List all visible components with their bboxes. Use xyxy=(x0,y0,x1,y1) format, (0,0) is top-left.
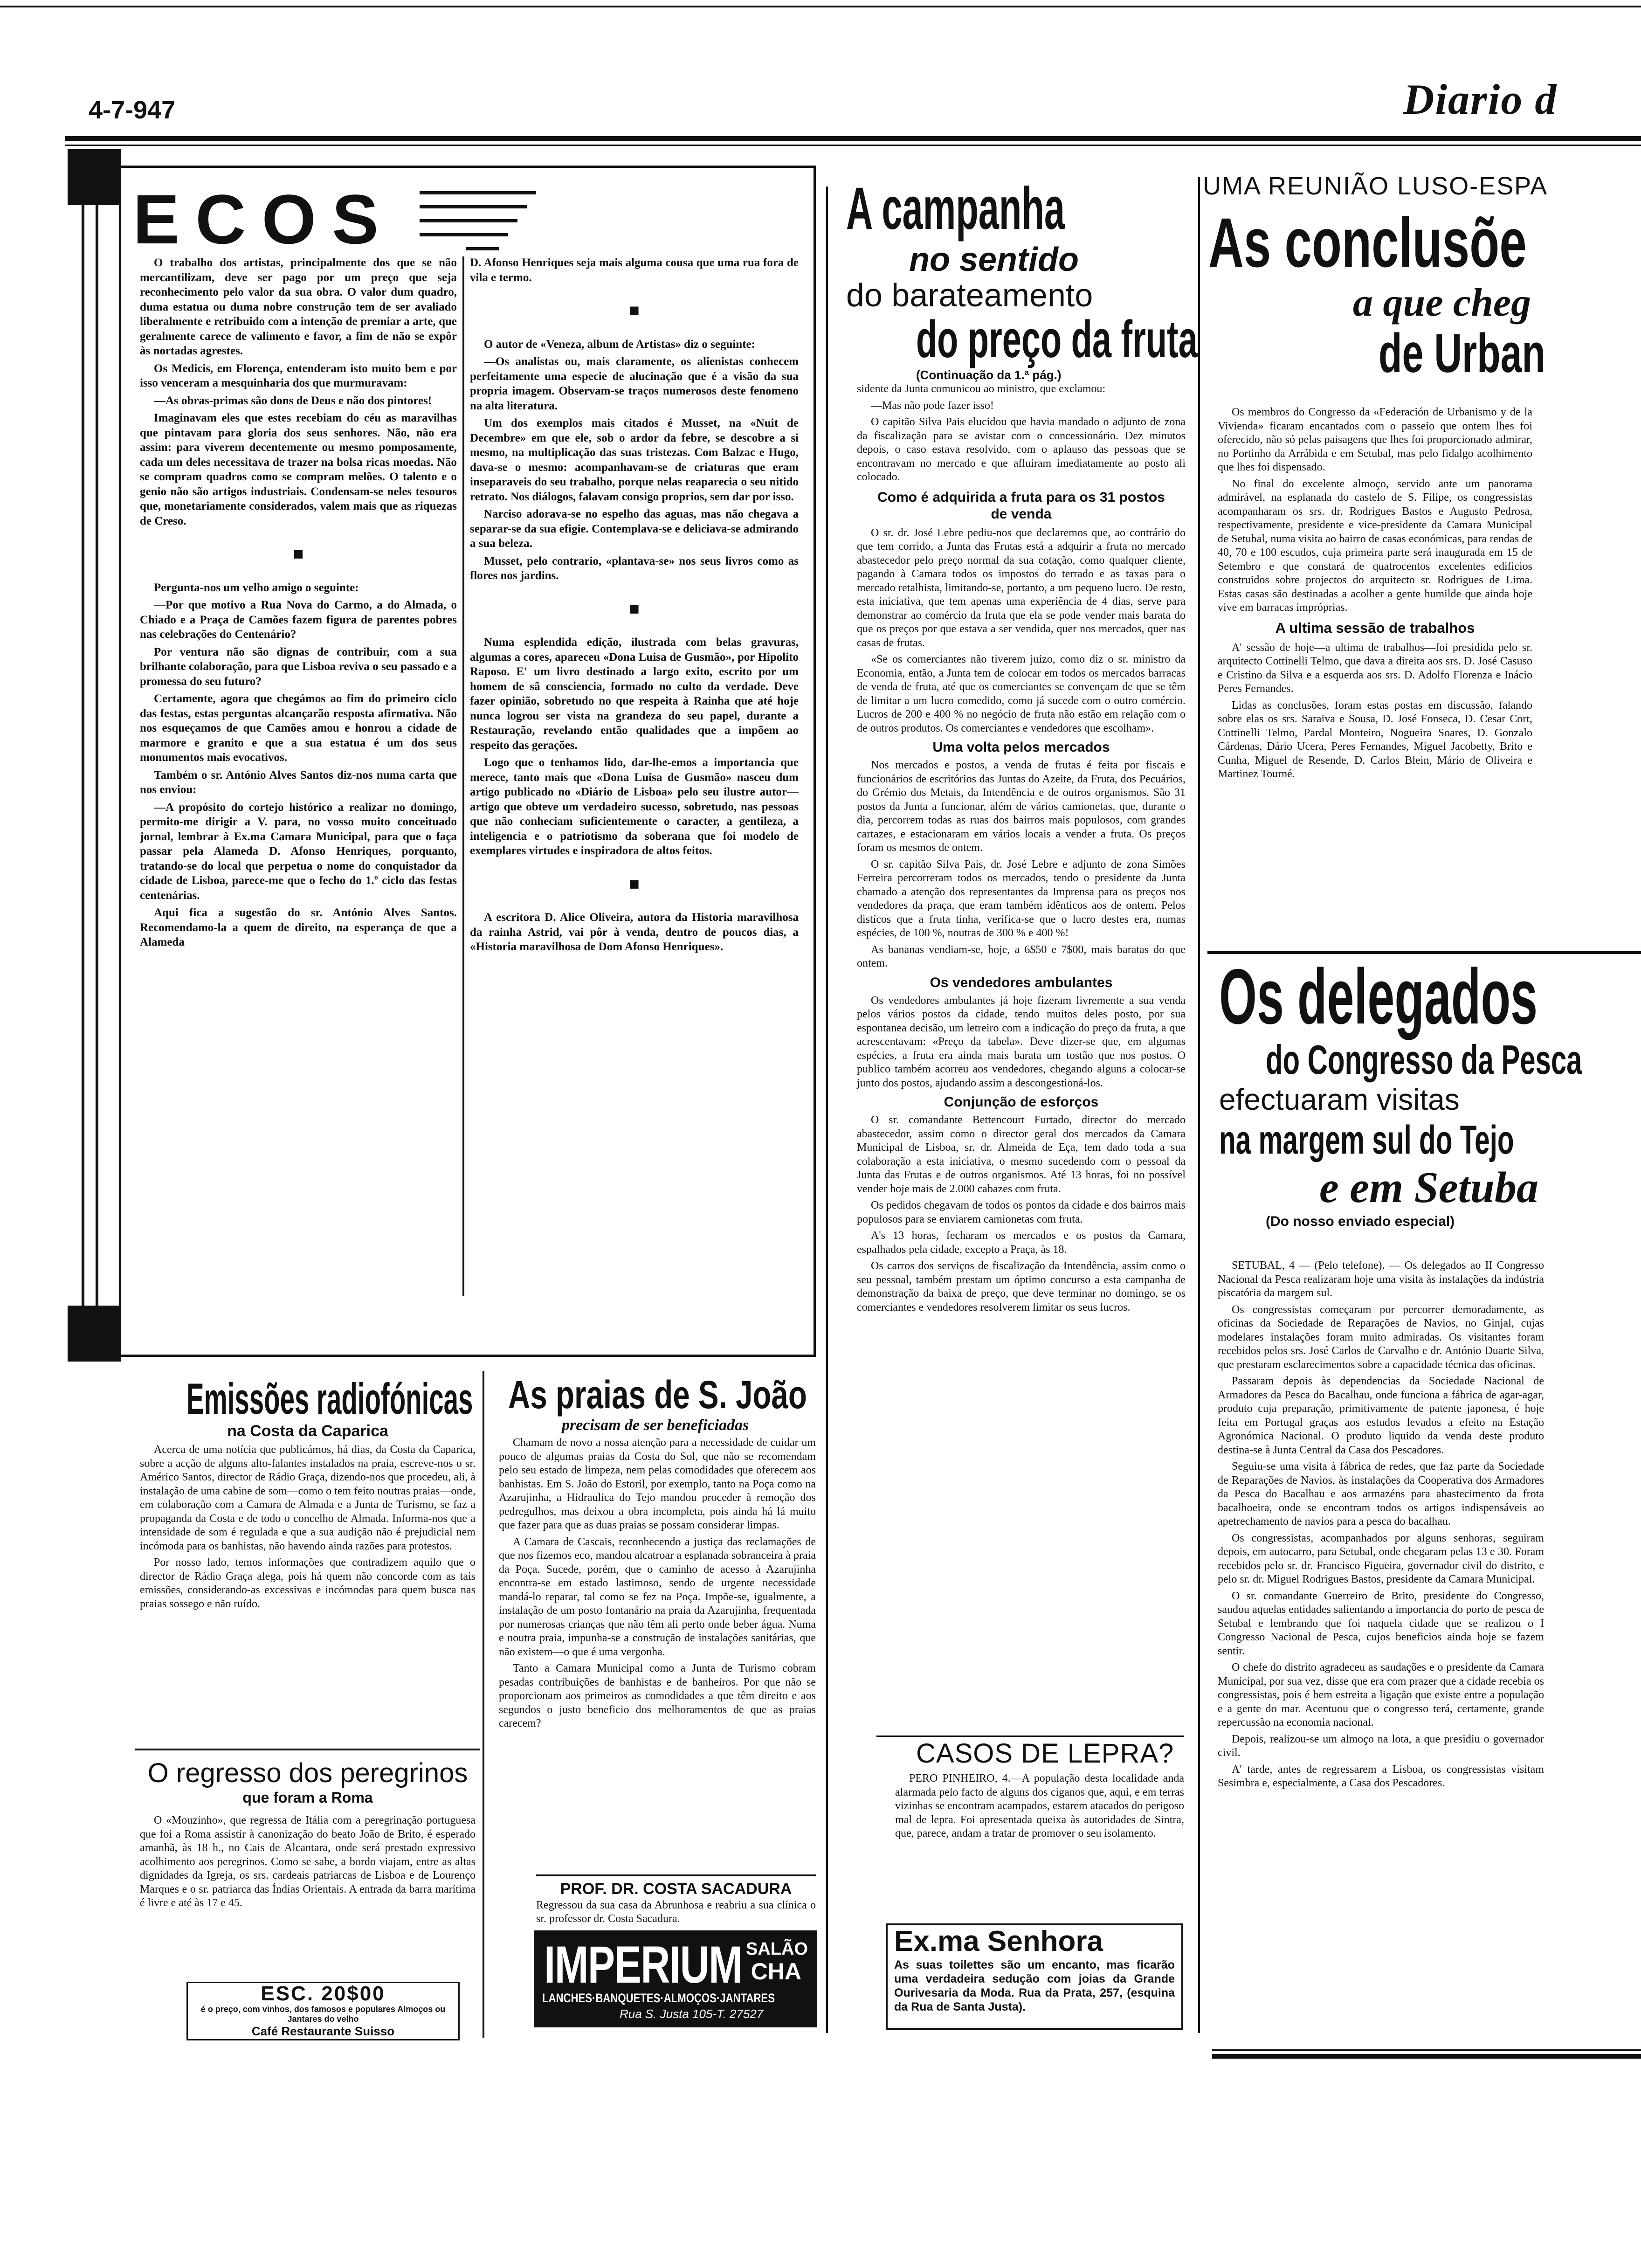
campanha-para: Os carros dos serviços de fiscalização da Intendência, assim como o seu pessoal, também prestam um óptimo concurso a esta campanha de demonstração da baixa de preço, que deve terminar no domingo, se os comerciantes e vendedores resolverem limitar os seus lucros. xyxy=(857,1260,1186,1314)
campanha-para: Nos mercados e postos, a venda de frutas é feita por fiscais e funcionários de escritórios das Juntas do Azeite, da Fruta, dos Pecuários, do Grémio dos Metais, da Intendência e de outros organismos. São 31 postos da Junta a funcionar, além de vários camionetas, que, durante o dia, percorrem todas as ruas dos bairros mais populosos, com grandes cartazes, e estacionaram em vários locais a vender a fruta. Os preços foram os mesmos de ontem. xyxy=(857,759,1186,854)
imperium-address: Rua S. Justa 105-T. 27527 xyxy=(620,2007,764,2021)
senhora-text: As suas toilettes são um encanto, mas ficarão uma verdadeira sedução com joias da Grande Ourivesaria da Moda. Rua da Prata, 257, (esquina da Rua de Santa Justa). xyxy=(894,1958,1175,2013)
praias-body xyxy=(499,1436,816,1734)
delegados-title-4: na margem sul do Tejo xyxy=(1219,1118,1514,1162)
ecos-deco-line xyxy=(420,191,536,194)
delegados-byline: (Do nosso enviado especial) xyxy=(1266,1214,1455,1229)
praias-para: A Camara de Cascais, reconhecendo a justiça das reclamações de que nos fizemos eco, mandou alcatroar a esplanada sobranceira à praia da Poça. Sucede, porém, que o caminho de acesso à Azarujinha encontra-se em estado lastimoso, sendo de urgente necessidade mandá-lo reparar, tal como se fez na Poça. Impõe-se, igualmente, a instalação de um posto fontanário na praia da Azarujinha, frequentada por numerosas crianças que não têm ali perto onde beber água. Numa e noutra praia, impunha-se a construção de instalações sanitárias, que não existem—o que é uma vergonha. xyxy=(499,1535,816,1658)
ecos-para: —As obras-primas são dons de Deus e não dos pintores! xyxy=(154,394,432,407)
delegados-para: Passaram depois às dependencias da Sociedade Nacional de Armadores da Pesca do Bacalhau, onde funciona a fábrica de agar-agar, produto cuja preparação, primitivamente de patente japonesa, é hoje feita em Portugal graças aos estudos levados a efeito na Estação Agronómica Nacional. O produto liquido da venda deste produto destina-se à Junta Central da Casa dos Pescadores. xyxy=(1218,1375,1544,1456)
ecos-deco-line xyxy=(420,205,527,208)
delegados-para: Os congressistas, acompanhados por alguns senhoras, seguiram depois, em autocarro, para Setubal, onde chegaram pelas 13 e 30. Foram recebidos pelo sr. dr. Francisco Figueira, governador civil do distrito, e pelo sr. dr. Miguel Rodrigues Bastos, presidente da Camara Municipal. xyxy=(1218,1532,1544,1585)
campanha-para: O sr. comandante Bettencourt Furtado, director do mercado abastecedor, assim como o director geral dos mercados da Camara Municipal de Lisboa, sr. dr. Almeida de Eça, tem dado toda a sua colaboração a esta iniciativa, o mesmo sucedendo com o pessoal da Junta das Frutas e de outros organismos. Até 13 horas, foi no possível vender hoje mais de 2.000 cabazes com fruta. xyxy=(857,1114,1186,1195)
delegados-title-2: do Congresso da Pesca xyxy=(1266,1037,1582,1083)
ecos-title-text: ECOS xyxy=(133,180,395,258)
header-rule-thin xyxy=(65,145,1641,146)
esc-ad xyxy=(186,1982,460,2040)
ecos-left-rule xyxy=(82,205,84,1306)
urbanismo-title-2: a que cheg xyxy=(1353,280,1531,325)
ecos-para: Narciso adorava-se no espelho das aguas, mas não chegava a separar-se da sua efigie. Contemplava-se e deliciava-se admirando a sua beleza. xyxy=(470,508,799,550)
ecos-para: Aqui fica a sugestão do sr. António Alves Santos. Recomendamo-la a quem de direito, na esperança de que a Alameda xyxy=(140,906,457,948)
ecos-corner-block xyxy=(68,149,121,205)
campanha-subhead: Os vendedores ambulantes xyxy=(930,975,1113,990)
column-rule xyxy=(1198,177,1200,2033)
campanha-para: O sr. capitão Silva Pais, dr. José Lebre e adjunto de zona Simões Ferreira percorreram todos os mercados, tendo o presidente da Junta chamado a atenção dos representantes da Imprensa para os preços nos vendedores da praça, que eram também idênticos aos de ontem. Pelos distícos que a fruta tinha, verifica-se que o lucro destes era, numas espécies, de 100 %, noutras de 300 % e 400 %! xyxy=(857,858,1186,939)
campanha-para: Os pedidos chegavam de todos os pontos da cidade e dos bairros mais populosos para se enviarem camionetas com fruta. xyxy=(857,1199,1186,1225)
emissoes-para: Por nosso lado, temos informações que contradizem aquilo que o director de Rádio Graça alega, pois há quem não concorde com as tais emissões, considerando-as excessivas e incómodas para quem busca nas praias sossego e não ruído. xyxy=(140,1556,476,1610)
campanha-body xyxy=(857,382,1186,1317)
urbanismo-kicker: UMA REUNIÃO LUSO-ESPA xyxy=(1203,172,1548,200)
lepra-box xyxy=(876,1736,1184,1737)
imperium-services: LANCHES·BANQUETES·ALMOÇOS·JANTARES xyxy=(542,1991,775,2005)
section-rule xyxy=(536,1874,816,1876)
praias-headline xyxy=(508,1373,816,1435)
urbanismo-para: Lidas as conclusões, foram estas postas em discussão, falando sobre elas os srs. Saraiva e Sousa, D. José Fonseca, D. Cesar Cort, Cottinelli Telmo, Pardal Monteiro, Nogueira Soares, D. Gonzalo Cárdenas, Dário Ucera, Peres Fernandes, Miguel Jacobetty, Brito e Cunha, Miguel de Resende, D. Carlos Blein, Mário de Oliveira e Martinez Tourné. xyxy=(1218,699,1532,780)
praias-para: Chamam de novo a nossa atenção para a necessidade de cuidar um pouco de algumas praias da Costa do Sol, que não se recomendam pelo seu estado de limpeza, nem pelas comodidades que oferecem aos banhistas. Em S. João do Estoril, por exemplo, tanto na Poça como na Azarujinha, a Hidraulica do Tejo mandou proceder à remoção dos pedregulhos, mas deixou a obra incompleta, pois ainda há lá muito que fazer para que as duas praias se possam considerar limpas. xyxy=(499,1437,816,1531)
ecos-para: Imaginavam eles que estes recebiam do céu as maravilhas que pintavam para gloria dos seus senhores. Não, não era assim: para viverem decentemente ou mesmo pomposamente, cada um deles necessitava de trazer na bolsa ricas moedas. Não se compram quadros como se compram melões. O talento e o genio não são artigos industriais. Condensam-se neles tesouros que, monetariamente considerados, valem mais que as riquezas de Creso. xyxy=(140,412,457,527)
ecos-deco-line xyxy=(420,233,508,236)
urbanismo-para: A' sessão de hoje—a ultima de trabalhos—foi presidida pelo sr. arquitecto Cottinelli Telmo, que dava a direita aos srs. D. José Casuso e Cristino da Silva e a esquerda aos srs. D. Adolfo Florenza e Inácio Peres Fernandes. xyxy=(1218,641,1532,695)
campanha-subhead: Conjunção de esforços xyxy=(944,1094,1099,1110)
delegados-headline xyxy=(1219,956,1641,1230)
esc-ad-text: é o preço, com vinhos, dos famosos e populares Almoços ou Jantares do velho xyxy=(200,2005,446,2024)
prof-notice xyxy=(536,1879,816,1926)
peregrinos-headline xyxy=(140,1758,476,1806)
ecos-para: —Por que motivo a Rua Nova do Carmo, a do Almada, o Chiado e a Praça de Camões fazem figura de parentes pobres nas celebrações do Centenário? xyxy=(140,599,457,641)
section-rule xyxy=(135,1749,480,1750)
lepra-body xyxy=(895,1772,1184,1844)
campanha-para: O capitão Silva Pais elucidou que havia mandado o adjunto de zona da fiscalização para se avistar com o concessionário. Dez minutos depois, o caso estava resolvido, com o aplauso das pessoas que se encontravam no mercado e que afluiram imediatamente ao posto ali colocado. xyxy=(857,416,1186,483)
ecos-para: Pergunta-nos um velho amigo o seguinte: xyxy=(154,581,359,594)
delegados-para: O sr. comandante Guerreiro de Brito, presidente do Congresso, saudou aquelas entidades salientando a importancia do porto de pesca de Setubal e lembrando que foi naquela cidade que se realizou o I Congresso Nacional de Pesca, cujos beneficios ainda hoje se fazem sentir. xyxy=(1218,1590,1544,1657)
header-rule-thick xyxy=(65,136,1641,141)
emissoes-body xyxy=(140,1443,476,1614)
emissoes-headline xyxy=(140,1376,476,1440)
campanha-para: A's 13 horas, fecharam os mercados e os postos da Camara, espalhados pela cidade, excepto a Praça, às 18. xyxy=(857,1230,1186,1256)
peregrinos-title: O regresso dos peregrinos xyxy=(147,1758,468,1788)
ecos-para: A escritora D. Alice Oliveira, autora da Historia maravilhosa da rainha Astrid, vai pôr à venda, dentro de poucos dias, a «Historia maravilhosa de Dom Afonso Henriques». xyxy=(470,911,799,953)
ecos-para: D. Afonso Henriques seja mais alguma cousa que uma rua fora de vila e termo. xyxy=(470,256,799,284)
delegados-para: O chefe do distrito agradeceu as saudações e o presidente da Camara Municipal, por sua vez, disse que era com prazer que a cidade recebia os congressistas, pois é bem estreita a ligação que existe entre a população e a gente do mar. Acentuou que o congresso terá, certamente, grande repercussão na economia nacional. xyxy=(1218,1661,1544,1729)
page-date: 4-7-947 xyxy=(89,96,176,124)
ecos-deco-line xyxy=(466,247,499,250)
campanha-subhead: Uma volta pelos mercados xyxy=(932,740,1110,755)
delegados-para: A' tarde, antes de regressarem a Lisboa, os congressistas visitam Sesimbra e, especialmente, a Casa dos Pescadores. xyxy=(1218,1763,1544,1789)
ecos-para: O autor de «Veneza, album de Artistas» diz o seguinte: xyxy=(484,338,755,351)
imperium-ad xyxy=(534,1930,817,2027)
urbanismo-subhead: A ultima sessão de trabalhos xyxy=(1275,619,1475,636)
ecos-para: —Os analistas ou, mais claramente, os alienistas conhecem perfeitamente uma especie de alucinação que é a visão da sua propria imagem. Observam-se traços numerosos deste fenomeno na alta literatura. xyxy=(470,355,799,412)
column-rule xyxy=(826,187,828,2033)
ecos-para: Musset, pelo contrario, «plantava-se» nos seus livros como as flores nos jardins. xyxy=(470,554,799,582)
ecos-para: Um dos exemplos mais citados é Musset, na «Nuit de Decembre» em que ele, sob o ardor da febre, se descobre a si mesmo, na multiplicação das suas tristezas. Com Balzac e Hugo, dava-se o mesmo: acompanhavam-se de criaturas que eram inseparaveis do seu trabalho, porque nelas reaparecia o seu nitido retrato. Nos diálogos, falavam consigo proprios, sem dar por isso. xyxy=(470,417,799,503)
delegados-title-3: efectuaram visitas xyxy=(1219,1083,1460,1116)
campanha-para: «Se os comerciantes não tiverem juizo, como diz o sr. ministro da Economia, então, a Junta tem de colocar em todos os mercados barracas de venda de fruta, até que os comerciantes se convençam de que se têm de limitar a um lucro comedido, como já sucede com o outro comércio. Lucros de 200 e 400 % no negócio de fruta não estão em relação com o de outros produtos. Os comerciantes e vendedores que escolham». xyxy=(857,653,1186,734)
campanha-para: —Mas não pode fazer isso! xyxy=(871,399,994,412)
top-edge-rule xyxy=(0,6,1641,7)
ecos-para: Os Medicis, em Florença, entenderam isto muito bem e por isso venceram a mesquinharia dos que murmuravam: xyxy=(140,362,457,389)
ecos-para: —A propósito do cortejo histórico a realizar no domingo, permito-me dirigir a V. para, no vosso muito conceituado jornal, lembrar à Ex.ma Camara Municipal, para que o faça passar pela Alameda D. Afonso Henriques, porquanto, tratando-se do local que perpetua o nome do conquistador da cidade de Lisboa, parece-me que o fecho do 1.º ciclo das festas centenárias. xyxy=(140,801,457,902)
praias-title: As praias de S. João xyxy=(508,1373,807,1417)
urbanismo-headline xyxy=(1208,205,1641,383)
delegados-body xyxy=(1218,1259,1544,1793)
peregrinos-subtitle: que foram a Roma xyxy=(242,1789,373,1806)
lepra-para: PERO PINHEIRO, 4.—A população desta localidade anda alarmada pelo facto de alguns dos ciganos que, aqui, e em terras vizinhas se encontram acampados, estarem atacados do perigoso mal de lepra. Foi apresentada queixa às autoridades de Sintra, que, parece, andam a tratar de promover o seu isolamento. xyxy=(895,1772,1184,1839)
campanha-title-2: no sentido xyxy=(909,241,1079,278)
imperium-cha: CHA xyxy=(751,1958,801,1984)
ecos-separator: ■ xyxy=(293,544,304,564)
bottom-rule xyxy=(1212,2049,1641,2051)
ecos-separator: ■ xyxy=(629,301,640,320)
urbanismo-para: No final do excelente almoço, servido ante um panorama admirável, na esplanada do castelo de S. Filipe, os congressistas acompanharam os srs. dr. Rodrigues Bastos e Augusto Pedrosa, respectivamente, presidente e vice-presidente da Camara Municipal de Setubal, numa visita ao bairro de casas económicas, para rendas de 40, 70 e 100 escudos, cuja primeira parte será inaugurada em 15 de Setembro e que constará de quatrocentos excelentes edificios construidos sobre projectos do arquitecto sr. Rodrigues de Lima. Estas casas são destinadas a acolher a gente humilde que ainda hoje vive em barracas impróprias. xyxy=(1218,477,1532,614)
urbanismo-body xyxy=(1218,406,1532,784)
esc-ad-name: Café Restaurante Suisso xyxy=(251,2024,395,2038)
ecos-para: Numa esplendida edição, ilustrada com belas gravuras, algumas a cores, apareceu «Dona Luisa de Gusmão», por Hipolito Raposo. E' um livro destinado a largo exito, escrito por um homem de sã consciencia, formado no culto da verdade. Deve fazer opinião, sobretudo no que respeita à Rainha que até hoje nunca logrou ser vista na grandeza do seu papel, durante a Restauração, revelando então qualidades que a impõem ao respeito das gerações. xyxy=(470,636,799,752)
ecos-para: Logo que o tenhamos lido, dar-lhe-emos a importancia que merece, tanto mais que «Dona Luisa de Gusmão» nasceu dum artigo publicado no «Diário de Lisboa» pelo seu ilustre autor—artigo que obteve um verdadeiro sucesso, sobretudo, nas pessoas que não conheciam suficientemente o caracter, a gentileza, a inteligencia e o patriotismo da soberana que foi modelo de exemplares virtudes e inspiradora de altos feitos. xyxy=(470,756,799,857)
prof-text: Regressou da sua casa da Abrunhosa e reabriu a sua clínica o sr. professor dr. Costa Sacadura. xyxy=(536,1899,816,1925)
campanha-title-3: do barateamento xyxy=(846,277,1093,313)
ecos-title xyxy=(133,180,395,258)
column-rule xyxy=(483,1371,484,2038)
imperium-name: IMPERIUM xyxy=(544,1936,742,1994)
delegados-para: Os congressistas começaram por percorrer demoradamente, as oficinas da Sociedade de Reparações de Navios, no Ginjal, cujas modelares instalações foram muito admiradas. Os visitantes foram recebidos pelos srs. José Carlos de Carvalho e dr. António Duarte Silva, que prestaram esclarecimentos sobre a capacidade técnica das oficinas. xyxy=(1218,1303,1544,1371)
emissoes-subtitle: na Costa da Caparica xyxy=(227,1422,388,1440)
ecos-separator: ■ xyxy=(629,874,640,894)
peregrinos-para: O «Mouzinho», que regressa de Itália com a peregrinação portuguesa que foi a Roma assistir à canonização do beato João de Brito, é esperado amanhã, às 18 h., no Cais de Alcantara, onde será prestado expressivo acolhimento aos peregrinos. Como se sabe, a bordo viajam, entre as altas dignidades da Igreja, os srs. cardeais patriarcas de Lisboa e de Lourenço Marques e o sr. patriarca das Índias Orientais. A entrada da barra marítima é livre e até às 17 e 45. xyxy=(140,1814,476,1909)
campanha-title-4: do preço da fruta xyxy=(916,310,1198,368)
imperium-salao: SALÃO xyxy=(746,1939,808,1959)
praias-para: Tanto a Camara Municipal como a Junta de Turismo cobram pesadas contribuições de banhistas e de banheiros. Por que não se proporcionam aos primeiros as comodidades a que têm direito e aos segundos o justo beneficio dos melhoramentos de que as praias carecem? xyxy=(499,1662,816,1729)
campanha-headline xyxy=(846,175,1198,382)
campanha-continuation: (Continuação da 1.ª pág.) xyxy=(916,368,1062,382)
bottom-rule-thick xyxy=(1212,2054,1641,2059)
peregrinos-body xyxy=(140,1814,476,1913)
delegados-para: SETUBAL, 4 — (Pelo telefone). — Os delegados ao II Congresso Nacional da Pesca realizaram hoje uma visita às instalações da indústria piscatória da margem sul. xyxy=(1218,1259,1544,1299)
masthead: Diario d xyxy=(1403,76,1558,123)
delegados-title-5: e em Setuba xyxy=(1319,1163,1538,1212)
campanha-para: As bananas vendiam-se, hoje, a 6$50 e 7$00, mais baratas do que ontem. xyxy=(857,943,1186,969)
section-rule xyxy=(1207,951,1641,954)
delegados-para: Depois, realizou-se um almoço na lota, a que presidiu o governador civil. xyxy=(1218,1733,1544,1759)
ecos-para: Por ventura não são dignas de contribuir, com a sua brilhante colaboração, para que Lisboa reviva o seu passado e a promessa do seu futuro? xyxy=(140,645,457,688)
urbanismo-title-1: As conclusõe xyxy=(1208,205,1527,282)
campanha-subhead: Como é adquirida a fruta para os 31 postos de venda xyxy=(877,489,1165,522)
senhora-title: Ex.ma Senhora xyxy=(894,1925,1103,1957)
ecos-para: Também o sr. António Alves Santos diz-nos numa carta que nos enviou: xyxy=(140,768,457,796)
ecos-para: Certamente, agora que chegámos ao fim do primeiro ciclo das festas, estas perguntas alcançarão resposta afirmativa. Não nos esqueçamos de que Camões amou e honrou a cidade de marmore e granito e que a sua estatua é um dos seus monumentos mais evocativos. xyxy=(140,692,457,764)
praias-subtitle: precisam de ser beneficiadas xyxy=(562,1417,749,1434)
ecos-para: O trabalho dos artistas, principalmente dos que se não mercantilizam, deve ser pago por um preço que seja reconhecimento pelo valor da sua obra. O valor dum quadro, duma estatua ou duma nobre construção tem de ser avaliado liberalmente e retribuido com a intenção de premiar a arte, que geralmente carece de valimento e favor, a fim de não se expôr às nortadas agrestes. xyxy=(140,256,457,357)
prof-title: PROF. DR. COSTA SACADURA xyxy=(560,1880,792,1898)
ecos-corner-block-bottom xyxy=(68,1306,121,1362)
campanha-title-1: A campanha xyxy=(846,175,1065,242)
emissoes-para: Acerca de uma notícia que publicámos, há dias, da Costa da Caparica, sobre a acção de alguns alto-falantes instalados na praia, escreve-nos o sr. Américo Santos, director de Rádio Graça, dizendo-nos que procedeu, ali, à instalação de uma cabine de som—como o tem feito noutras praias—onde, em colaboração com a Camara de Almada e a Junta de Turismo, se faz a propaganda da Costa e de todo o concelho de Almada. Informa-nos que a intensidade de som é regulada e que a sua audição não é prejudicial nem incómoda para os banhistas, não havendo ainda razões para protestos. xyxy=(140,1444,476,1552)
ecos-separator: ■ xyxy=(629,599,640,619)
campanha-para: O sr. dr. José Lebre pediu-nos que declaremos que, ao contrário do que tem corrido, a Junta das Frutas está a adquirir a fruta no mercado abastecedor pelo preço normal da sua cotação, como qualquer cliente, pagando à Camara todos os impostos do terrado e as taxas para o mercado retalhista, limitando-se, portanto, a um pequeno lucro. De resto, esta iniciativa, que tem apenas uma experiência de 4 dias, serve para demonstrar ao comércio da fruta que ela se pode vender mais barata do que os preços por que estava a ser vendida, quer nos mercados, quer nas casas de frutas. xyxy=(857,526,1186,649)
ecos-col2 xyxy=(470,256,799,957)
emissoes-title: Emissões radiofónicas xyxy=(186,1374,473,1423)
ecos-column-rule xyxy=(462,256,464,1296)
senhora-ad xyxy=(886,1923,1183,2030)
lepra-title: CASOS DE LEPRA? xyxy=(916,1738,1174,1769)
ecos-left-rule-2 xyxy=(96,205,98,1306)
esc-ad-title: ESC. 20$00 xyxy=(261,1982,386,2005)
campanha-para: sidente da Junta comunicou ao ministro, que exclamou: xyxy=(857,383,1106,395)
delegados-para: Seguiu-se uma visita à fábrica de redes, que faz parte da Sociedade de Reparações de Navios, às instalações da Cooperativa dos Armadores da Pesca do Bacalhau e aos armazéns para abastecimento da frota bacalhoeira, onde se encontram todos os artigos indispensáveis ao apetrechamento de navios para a pesca do bacalhau. xyxy=(1218,1460,1544,1528)
urbanismo-para: Os membros do Congresso da «Federación de Urbanismo y de la Vivienda» ficaram encantados com o passeio que ontem lhes foi oferecido, não só pelas paisagens que lhes foi proporcionado admirar, no Portinho da Arrábida e em Setubal, mas pelo fidalgo acolhimento que lhes foi dispensado. xyxy=(1218,406,1532,473)
ecos-deco-line xyxy=(420,219,517,222)
ecos-col1 xyxy=(140,256,457,953)
urbanismo-title-3: de Urban xyxy=(1379,323,1545,383)
delegados-title-1: Os delegados xyxy=(1219,956,1538,1040)
campanha-para: Os vendedores ambulantes já hoje fizeram livremente a sua venda pelos vários postos da cidade, tendo muitos deles posto, por sua espontanea decisão, um letreiro com a indicação do preço da fruta, a que acrescentavam: «Preço da tabela». Deve dizer-se que, em algumas espécies, a fruta era ainda mais barata um tostão que nos postos. O publico também acorreu aos vendedores, chegando alguns a colocar-se junto dos postos, ajudando assim a descongestioná-los. xyxy=(857,994,1186,1089)
